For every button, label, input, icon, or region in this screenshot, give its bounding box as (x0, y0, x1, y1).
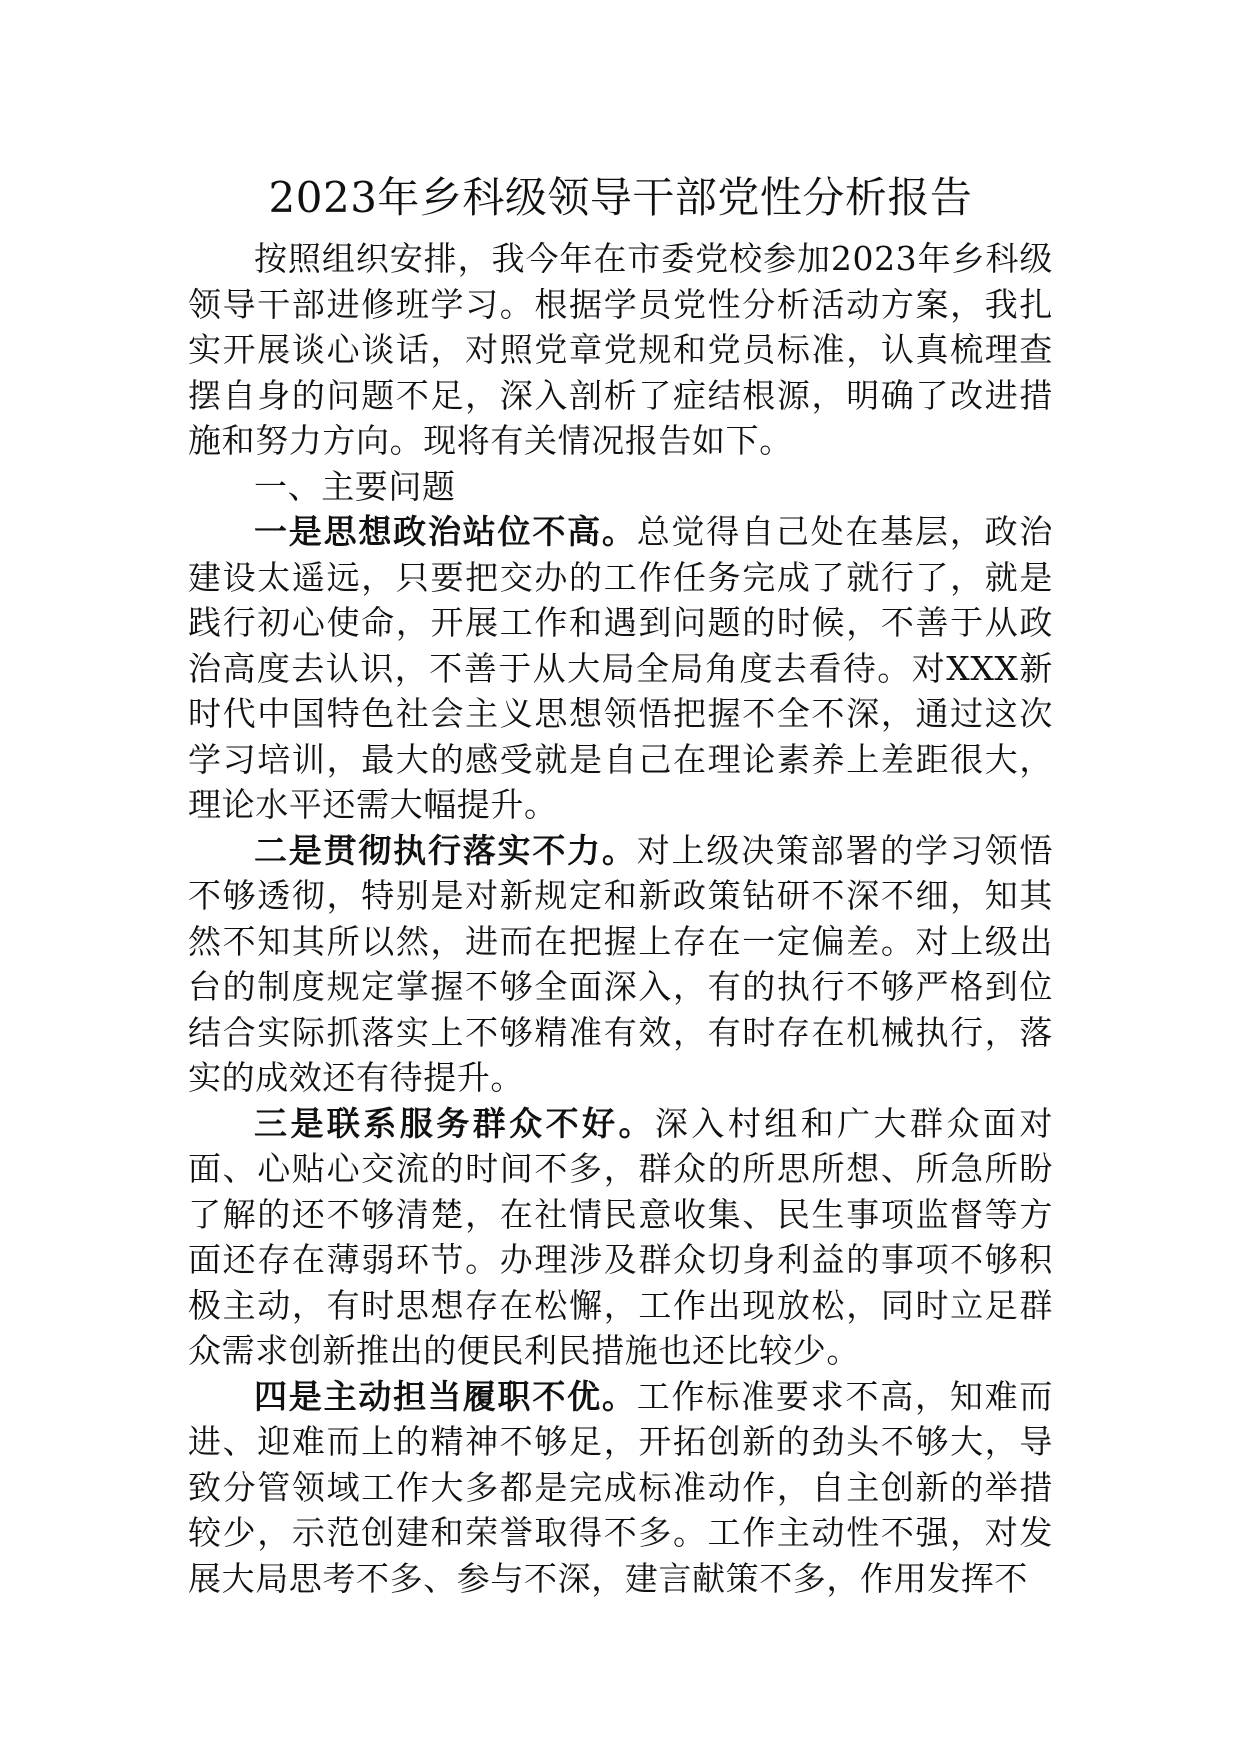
problem-body-4: 工作标准要求不高，知难而进、迎难而上的精神不够足，开拓创新的劲头不够大，导致分管领域工作大多都是完成标准动作，自主创新的举措较少，示范创建和荣誉取得不多。工作主动性不强，对发展大局思考不多、参与不深，建言献策不多，作用发挥不 (188, 1376, 1053, 1598)
problem-body-3: 深入村组和广大群众面对面、心贴心交流的时间不多，群众的所思所想、所急所盼了解的还不够清楚，在社情民意收集、民生事项监督等方面还存在薄弱环节。办理涉及群众切身利益的事项不够积极主动，有时思想存在松懈，工作出现放松，同时立足群众需求创新推出的便民利民措施也还比较少。 (188, 1103, 1053, 1370)
document-body (188, 170, 1053, 1601)
problem-body-1: 总觉得自己处在基层，政治建设太遥远，只要把交办的工作任务完成了就行了，就是践行初心使命，开展工作和遇到问题的时候，不善于从政治高度去认识，不善于从大局全局角度去看待。对XXX新时代中国特色社会主义思想领悟把握不全不深，通过这次学习培训，最大的感受就是自己在理论素养上差距很大，理论水平还需大幅提升。 (188, 512, 1053, 824)
document-title: 2023年乡科级领导干部党性分析报告 (268, 173, 973, 222)
section-heading: 一、主要问题 (254, 466, 456, 506)
problem-lead-2: 二是贯彻执行落实不力。 (254, 830, 637, 870)
problem-paragraph-1 (188, 509, 1053, 828)
problem-paragraph-4 (188, 1374, 1053, 1602)
problem-lead-3: 三是联系服务群众不好。 (254, 1103, 655, 1143)
intro-paragraph: 按照组织安排，我今年在市委党校参加2023年乡科级领导干部进修班学习。根据学员党性分析活动方案，我扎实开展谈心谈话，对照党章党规和党员标准，认真梳理查摆自身的问题不足，深入剖析了症结根源，明确了改进措施和努力方向。现将有关情况报告如下。 (188, 239, 1053, 460)
problem-lead-1: 一是思想政治站位不高。 (254, 512, 637, 551)
problem-paragraph-2 (188, 828, 1053, 1101)
problem-paragraph-3 (188, 1101, 1053, 1374)
problem-lead-4: 四是主动担当履职不优。 (254, 1376, 637, 1416)
problem-body-2: 对上级决策部署的学习领悟不够透彻，特别是对新规定和新政策钻研不深不细，知其然不知其所以然，进而在把握上存在一定偏差。对上级出台的制度规定掌握不够全面深入，有的执行不够严格到位结合实际抓落实上不够精准有效，有时存在机械执行，落实的成效还有待提升。 (188, 830, 1053, 1097)
